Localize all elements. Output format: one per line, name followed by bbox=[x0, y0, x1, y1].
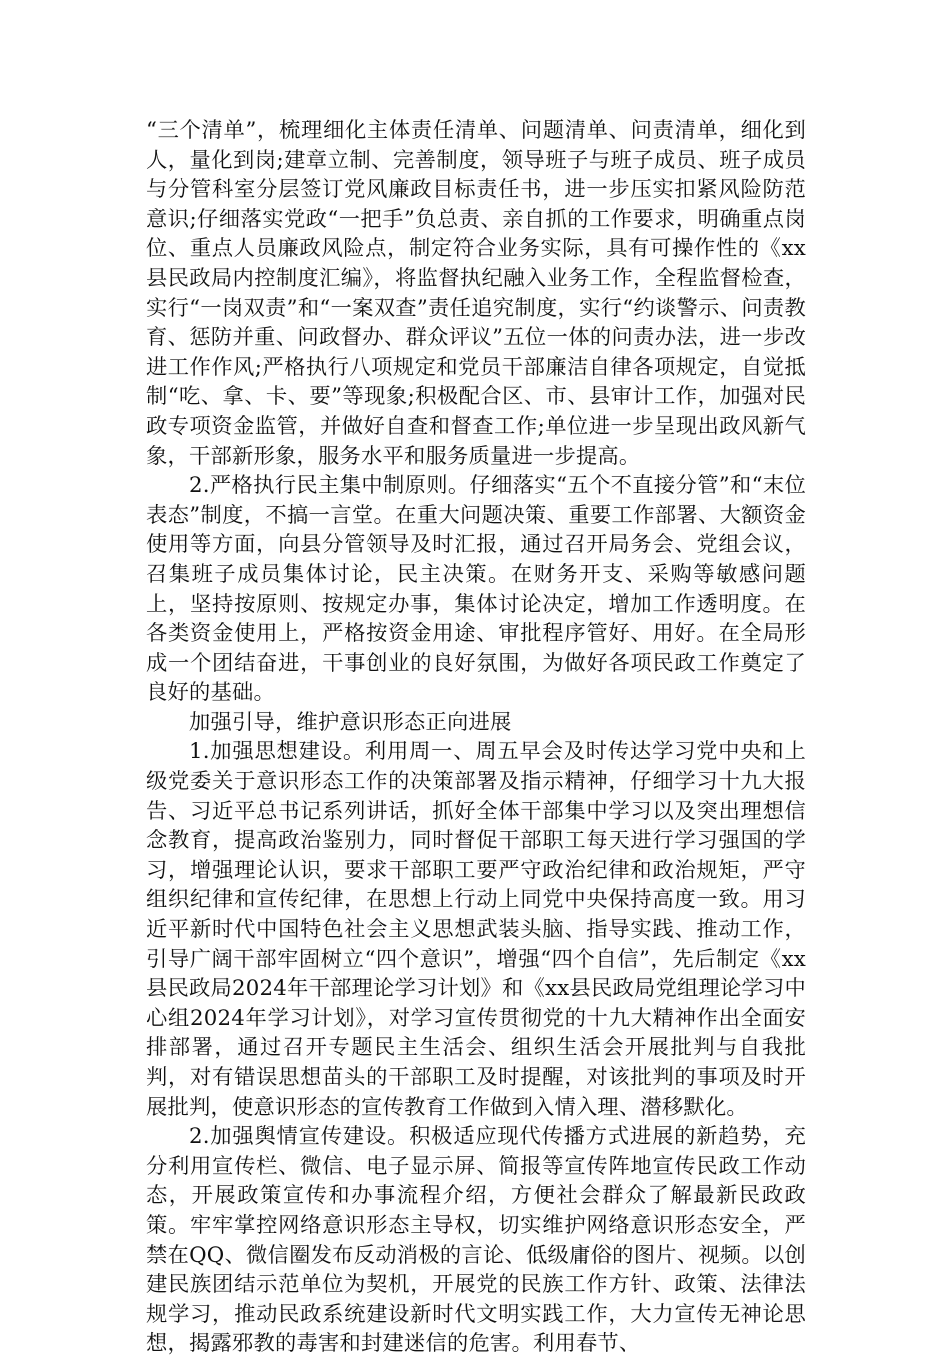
paragraph-responsibility-lists: “三个清单”，梳理细化主体责任清单、问题清单、问责清单，细化到人，量化到岗;建章立制、完善制度，领导班子与班子成员、班子成员与分管科室分层签订党风廉政目标责任书，进一步压实扣紧风险防范意识;仔细落实党政“一把手”负总责、亲自抓的工作要求，明确重点岗位、重点人员廉政风险点，制定符合业务实际，具有可操作性的《xx县民政局内控制度汇编》，将监督执纪融入业务工作，全程监督检查，实行“一岗双责”和“一案双查”责任追究制度，实行“约谈警示、问责教育、惩防并重、问政督办、群众评议”五位一体的问责办法，进一步改进工作作风;严格执行八项规定和党员干部廉洁自律各项规定，自觉抵制“吃、拿、卡、要”等现象;积极配合区、市、县审计工作，加强对民政专项资金监管，并做好自查和督查工作;单位进一步呈现出政风新气象，干部新形象，服务水平和服务质量进一步提高。 bbox=[146, 118, 806, 469]
document-body bbox=[146, 116, 806, 1359]
section-heading-ideology: 加强引导，维护意识形态正向进展 bbox=[189, 709, 512, 735]
paragraph-democratic-centralism: 2.严格执行民主集中制原则。仔细落实“五个不直接分管”和“末位表态”制度，不搞一言堂。在重大问题决策、重要工作部署、大额资金使用等方面，向县分管领导及时汇报，通过召开局务会、党组会议，召集班子成员集体讨论，民主决策。在财务开支、采购等敏感问题上，坚持按原则、按规定办事，集体讨论决定，增加工作透明度。在各类资金使用上，严格按资金用途、审批程序管好、用好。在全局形成一个团结奋进，干事创业的良好氛围，为做好各项民政工作奠定了良好的基础。 bbox=[146, 473, 806, 706]
paragraph-publicity-building: 2.加强舆情宣传建设。积极适应现代传播方式进展的新趋势，充分利用宣传栏、微信、电子显示屏、简报等宣传阵地宣传民政工作动态，开展政策宣传和办事流程介绍，方便社会群众了解最新民政政策。牢牢掌控网络意识形态主导权，切实维护网络意识形态安全，严禁在QQ、微信圈发布反动消极的言论、低级庸俗的图片、视频。以创建民族团结示范单位为契机，开展党的民族工作方针、政策、法律法规学习，推动民政系统建设新时代文明实践工作，大力宣传无神论思想，揭露邪教的毒害和封建迷信的危害。利用春节、 bbox=[146, 1124, 806, 1357]
paragraph-ideological-building: 1.加强思想建设。利用周一、周五早会及时传达学习党中央和上级党委关于意识形态工作的决策部署及指示精神，仔细学习十九大报告、习近平总书记系列讲话，抓好全体干部集中学习以及突出理想信念教育，提高政治鉴别力，同时督促干部职工每天进行学习强国的学习，增强理论认识，要求干部职工要严守政治纪律和政治规矩，严守组织纪律和宣传纪律，在思想上行动上同党中央保持高度一致。用习近平新时代中国特色社会主义思想武装头脑、指导实践、推动工作，引导广阔干部牢固树立“四个意识”，增强“四个自信”，先后制定《xx县民政局2024年干部理论学习计划》和《xx县民政局党组理论学习中心组2024年学习计划》，对学习宣传贯彻党的十九大精神作出全面安排部署，通过召开专题民主生活会、组织生活会开展批判与自我批判，对有错误思想苗头的干部职工及时提醒，对该批判的事项及时开展批判，使意识形态的宣传教育工作做到入情入理、潜移默化。 bbox=[146, 739, 806, 1120]
